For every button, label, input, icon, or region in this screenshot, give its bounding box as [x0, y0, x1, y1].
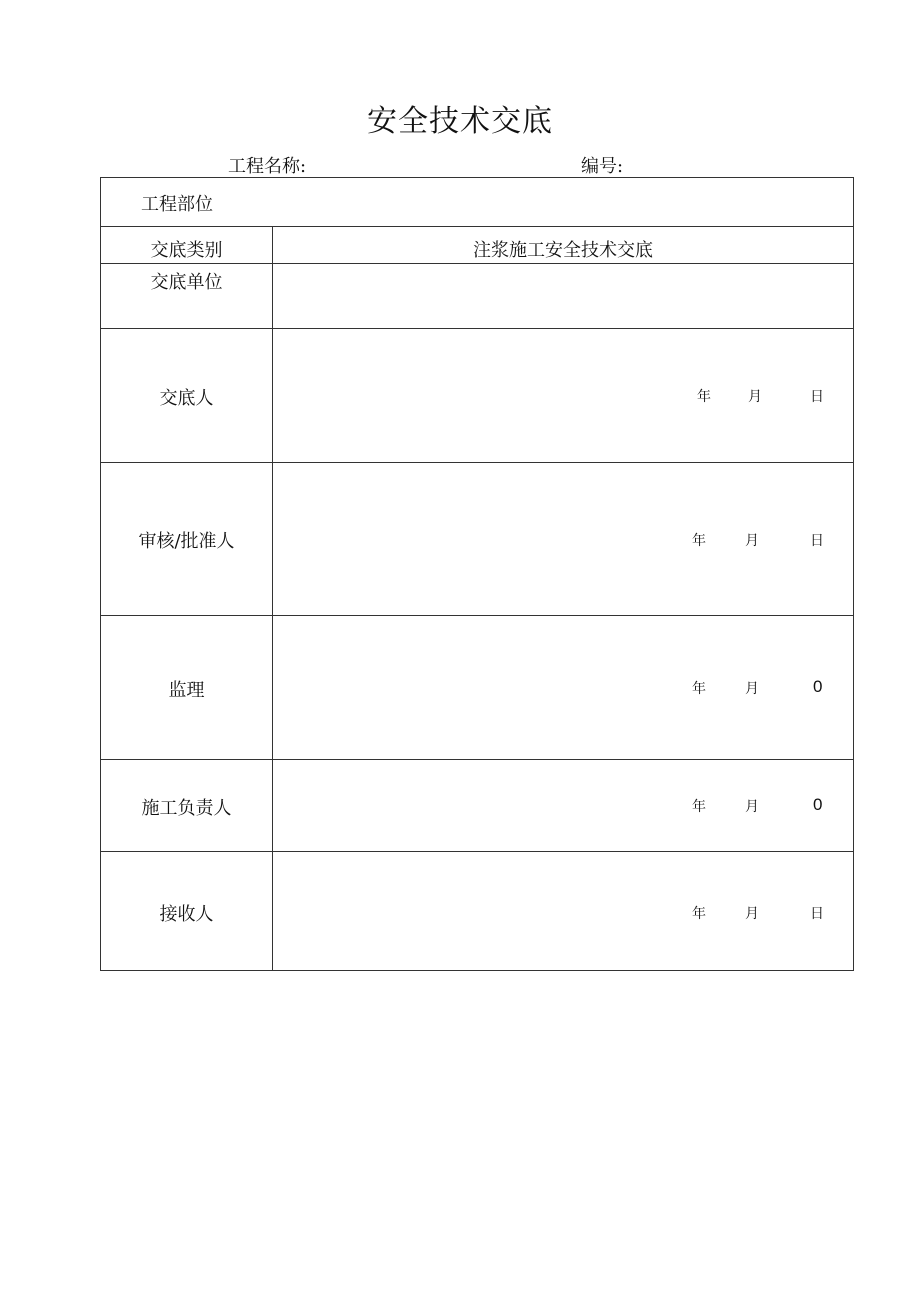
construction-lead-year-label: 年 [692, 799, 706, 815]
row-divider [101, 851, 853, 852]
briefing-type-value: 注浆施工安全技术交底 [473, 240, 653, 261]
reviewer-month-label: 月 [745, 533, 759, 549]
briefing-unit-label: 交底单位 [150, 272, 223, 293]
column-divider [272, 226, 273, 971]
row-divider [101, 226, 853, 227]
briefer-label: 交底人 [159, 388, 214, 409]
reviewer-label: 审核/批准人 [138, 531, 235, 552]
reviewer-year-label: 年 [692, 533, 706, 549]
supervisor-day-label: 0 [813, 677, 823, 696]
briefer-month-label: 月 [748, 389, 762, 405]
receiver-day-label: 日 [810, 906, 824, 922]
receiver-label: 接收人 [159, 904, 214, 925]
construction-lead-day-label: 0 [813, 795, 823, 814]
briefer-day-label: 日 [810, 389, 824, 405]
project-part-label: 工程部位 [141, 194, 213, 215]
supervisor-label: 监理 [168, 680, 205, 701]
supervisor-month-label: 月 [745, 681, 759, 697]
row-divider [101, 759, 853, 760]
reviewer-day-label: 日 [810, 533, 824, 549]
briefer-year-label: 年 [697, 389, 711, 405]
row-divider [101, 328, 853, 329]
safety-briefing-table [100, 177, 854, 971]
receiver-year-label: 年 [692, 906, 706, 922]
construction-lead-month-label: 月 [745, 799, 759, 815]
receiver-month-label: 月 [745, 906, 759, 922]
row-divider [101, 615, 853, 616]
document-number-label: 编号: [581, 156, 624, 177]
document-title: 安全技术交底 [367, 104, 553, 139]
supervisor-year-label: 年 [692, 681, 706, 697]
construction-lead-label: 施工负责人 [141, 798, 232, 819]
project-name-label: 工程名称: [228, 156, 307, 177]
briefing-type-label: 交底类别 [150, 240, 223, 261]
row-divider [101, 462, 853, 463]
row-divider [101, 263, 853, 264]
